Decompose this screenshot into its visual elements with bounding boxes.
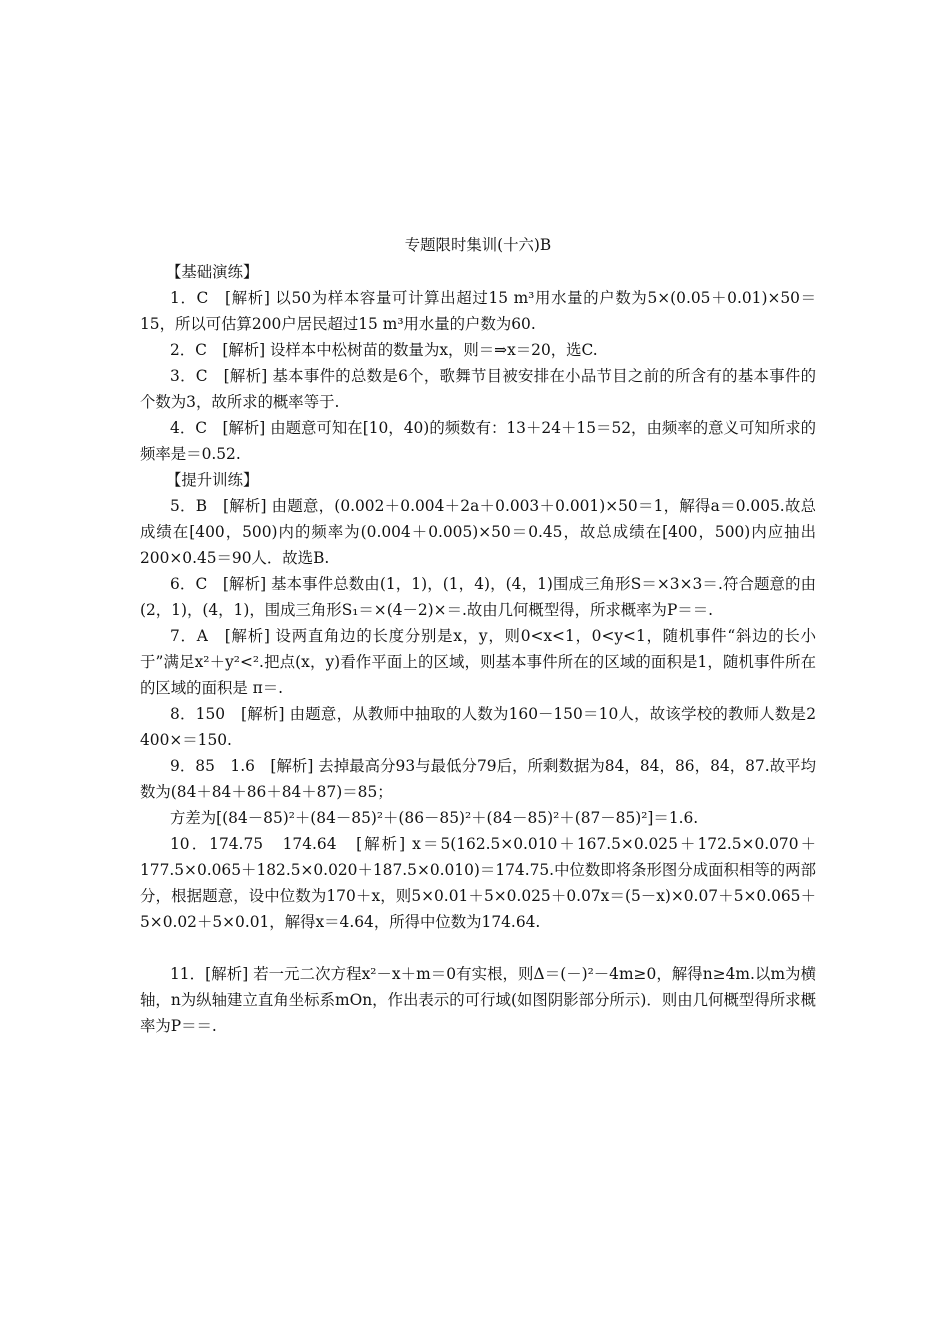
answer-item-3: 3．C [解析] 基本事件的总数是6个，歌舞节目被安排在小品节目之前的所含有的基本事件的个数为3，故所求的概率等于.	[140, 367, 816, 411]
answer-item-2: 2．C [解析] 设样本中松树苗的数量为x，则＝⇒x＝20，选C.	[170, 341, 598, 359]
answer-item-8: 8．150 [解析] 由题意，从教师中抽取的人数为160－150＝10人，故该学校的教师人数是2 400×＝150.	[140, 705, 816, 749]
answer-item-5: 5．B [解析] 由题意，(0.002＋0.004＋2a＋0.003＋0.001)×50＝1，解得a＝0.005.故总成绩在[400，500)内的频率为(0.004＋0.005)×50＝0.45，故总成绩在[400，500)内应抽出200×0.45＝90人．故选B.	[140, 497, 816, 567]
document-title: 专题限时集训(十六)B	[404, 236, 552, 254]
section-heading-basic: 【基础演练】	[166, 263, 259, 281]
answer-item-9: 9．85 1.6 [解析] 去掉最高分93与最低分79后，所剩数据为84，84，86，84，87.故平均数为(84＋84＋86＋84＋87)＝85；	[140, 757, 816, 801]
answer-item-4: 4．C [解析] 由题意可知在[10，40)的频数有：13＋24＋15＝52，由频率的意义可知所求的频率是＝0.52.	[140, 419, 816, 463]
blank-spacer	[140, 935, 816, 961]
document-page	[140, 232, 816, 1039]
answer-item-1: 1．C [解析] 以50为样本容量可计算出超过15 m³用水量的户数为5×(0.05＋0.01)×50＝15，所以可估算200户居民超过15 m³用水量的户数为60.	[140, 289, 816, 333]
answer-item-9-variance: 方差为[(84－85)²＋(84－85)²＋(86－85)²＋(84－85)²＋(87－85)²]＝1.6.	[170, 809, 699, 827]
answer-item-7: 7．A [解析] 设两直角边的长度分别是x，y，则0<x<1，0<y<1，随机事件“斜边的长小于”满足x²＋y²<².把点(x，y)看作平面上的区域，则基本事件所在的区域的面积是1，随机事件所在的区域的面积是 π＝.	[140, 627, 816, 697]
section-heading-advanced: 【提升训练】	[166, 471, 259, 489]
answer-item-6: 6．C [解析] 基本事件总数由(1，1)，(1，4)，(4，1)围成三角形S＝×3×3＝.符合题意的由(2，1)，(4，1)，围成三角形S₁＝×(4－2)×＝.故由几何概型得，所求概率为P＝＝.	[140, 575, 816, 619]
answer-item-10: 10．174.75 174.64 [解析] x＝5(162.5×0.010＋167.5×0.025＋172.5×0.070＋177.5×0.065＋182.5×0.020＋187.5×0.010)＝174.75.中位数即将条形图分成面积相等的两部分，根据题意，设中位数为170＋x，则5×0.01＋5×0.025＋0.07x＝(5－x)×0.07＋5×0.065＋5×0.02＋5×0.01，解得x＝4.64，所得中位数为174.64.	[140, 835, 816, 931]
answer-item-11: 11．[解析] 若一元二次方程x²－x＋m＝0有实根，则Δ＝(－)²－4m≥0，解得n≥4m.以m为横轴，n为纵轴建立直角坐标系mOn，作出表示的可行域(如图阴影部分所示)．则由几何概型得所求概率为P＝＝.	[140, 965, 816, 1035]
